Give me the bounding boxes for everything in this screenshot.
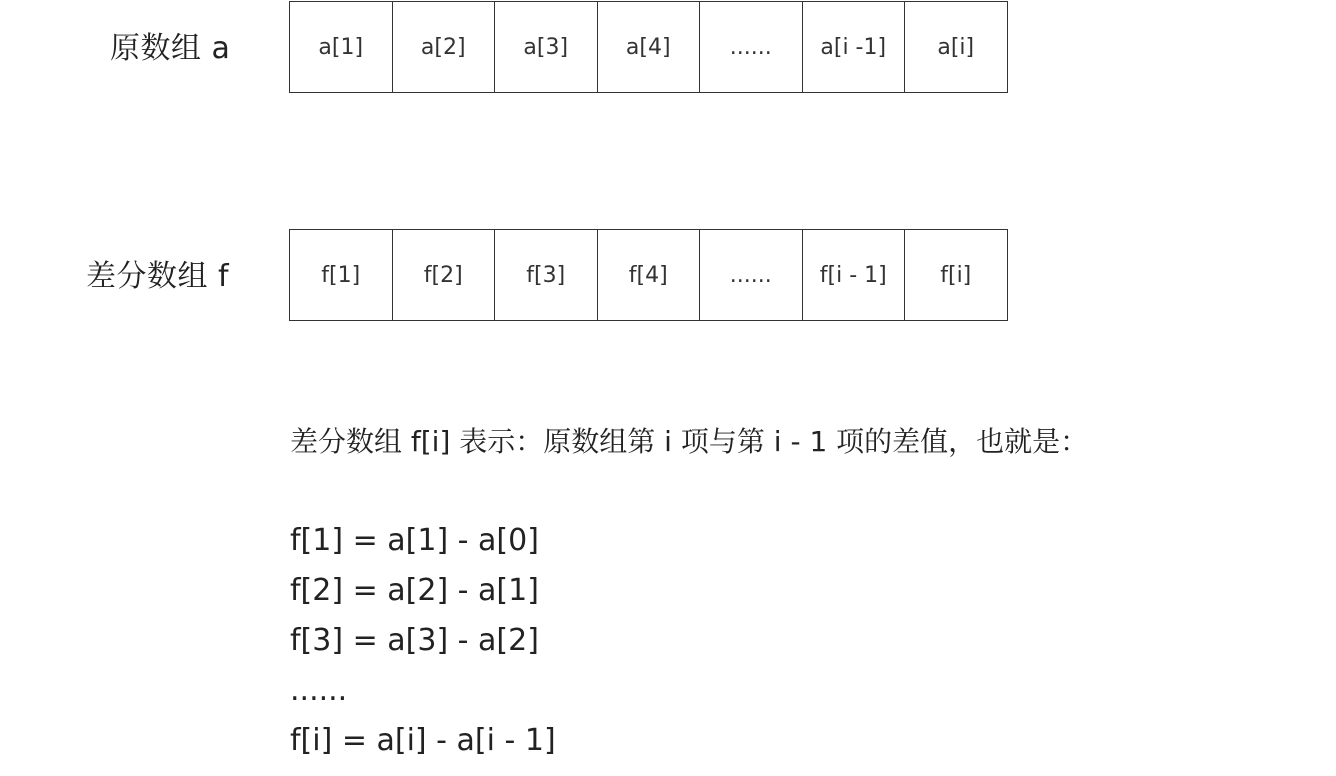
formula-line: f[1] = a[1] - a[0] [290, 523, 539, 558]
original-array-label: 原数组 a [110, 31, 231, 66]
original-array-cell: a[3] [495, 2, 598, 92]
formula-line: f[i] = a[i] - a[i - 1] [290, 723, 556, 758]
diff-array-cell: f[2] [393, 230, 496, 320]
diff-array-label: 差分数组 f [86, 259, 230, 294]
original-array-cell: a[2] [393, 2, 496, 92]
diff-array [289, 229, 1008, 321]
original-array [289, 1, 1008, 93]
original-array-cell: ...... [700, 2, 803, 92]
original-array-cell: a[4] [598, 2, 701, 92]
original-array-cell: a[1] [290, 2, 393, 92]
diff-array-cell: f[4] [598, 230, 701, 320]
diff-array-cell: ...... [700, 230, 803, 320]
formula-line: f[3] = a[3] - a[2] [290, 623, 539, 658]
original-array-cell: a[i] [905, 2, 1008, 92]
original-array-cell: a[i -1] [803, 2, 906, 92]
diff-array-cell: f[i - 1] [803, 230, 906, 320]
formula-line: ...... [290, 673, 348, 708]
explanation-text: 差分数组 f[i] 表示：原数组第 i 项与第 i - 1 项的差值，也就是： [290, 425, 1089, 458]
diff-array-cell: f[1] [290, 230, 393, 320]
diff-array-cell: f[3] [495, 230, 598, 320]
formula-line: f[2] = a[2] - a[1] [290, 573, 539, 608]
diff-array-cell: f[i] [905, 230, 1008, 320]
formula-list [290, 516, 556, 766]
